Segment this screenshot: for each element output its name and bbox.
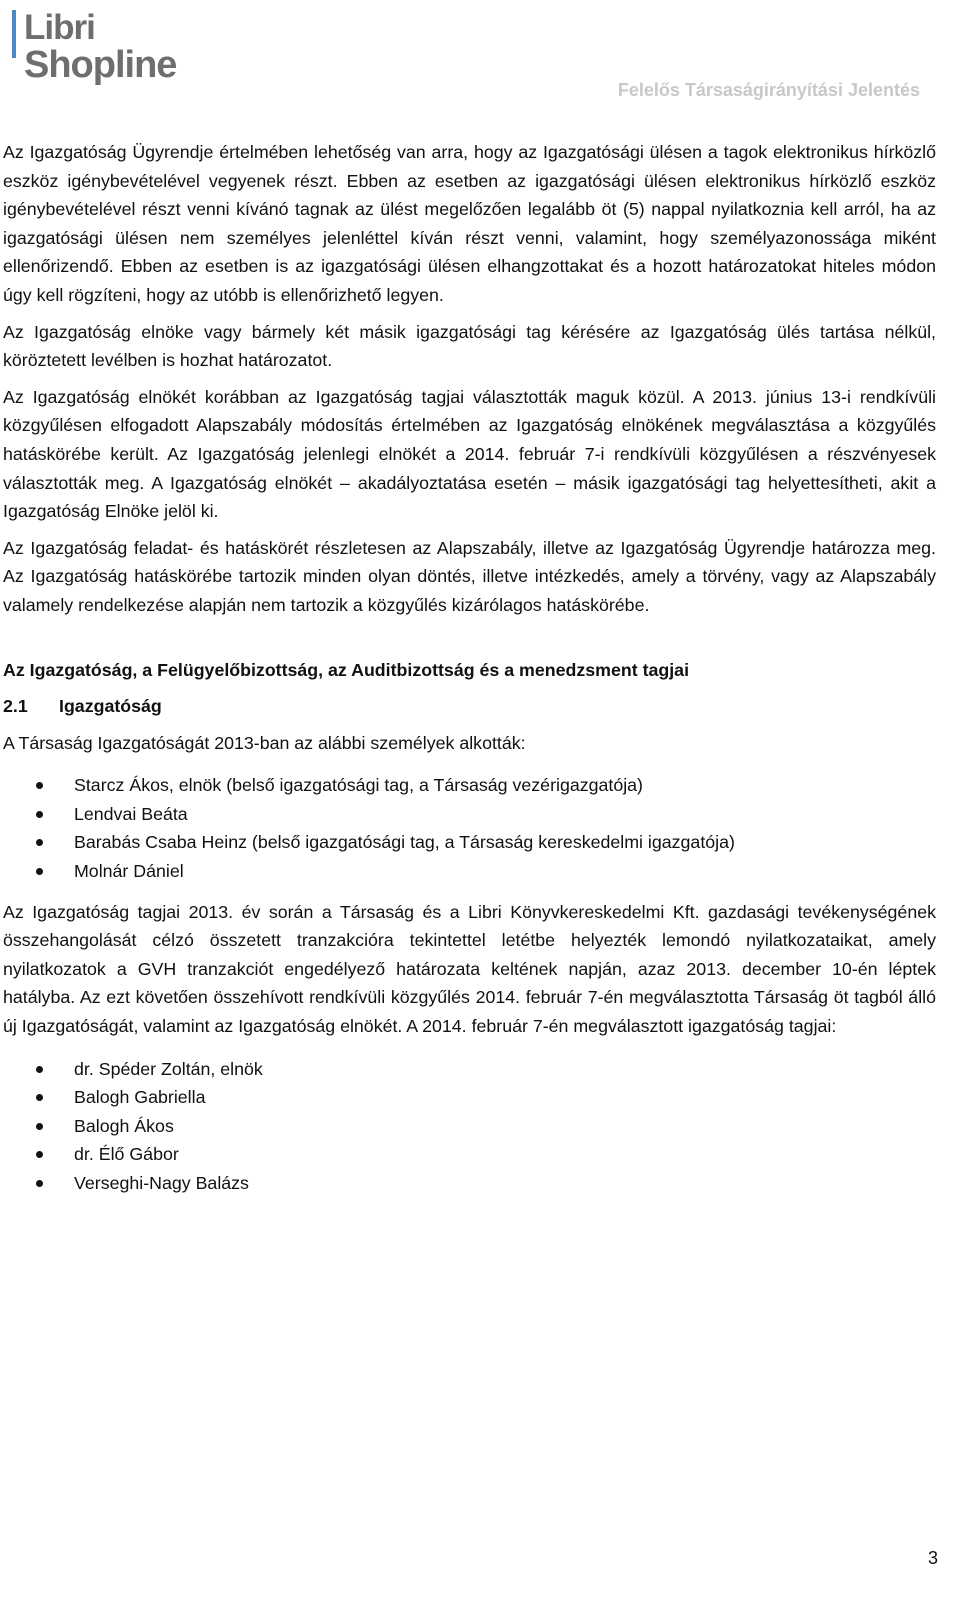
paragraph-board-competence: Az Igazgatóság feladat- és hatáskörét részletesen az Alapszabály, illetve az Igazgatóság Ügyrendje határozza meg. Az Igazgatóság hatáskörébe tartozik minden olyan döntés, illetve intézkedés, amely a törvény, vagy az Alapszabály valamely rendelkezése alapján nem tartozik a közgyűlés kizárólagos hatáskörébe. xyxy=(3,537,936,615)
section-heading: Az Igazgatóság, a Felügyelőbizottság, az Auditbizottság és a menedzsment tagjai xyxy=(3,659,690,680)
list-item: Balogh Gabriella xyxy=(3,1083,936,1112)
document-header-title: Felelős Társaságirányítási Jelentés xyxy=(617,80,920,100)
bullet-icon xyxy=(36,1151,43,1158)
bullet-icon xyxy=(36,1123,43,1130)
subsection-title: Igazgatóság xyxy=(59,696,162,717)
bullet-icon xyxy=(36,868,43,875)
paragraph-circular-resolution: Az Igazgatóság elnöke vagy bármely két másik igazgatósági tag kérésére az Igazgatóság ülés tartása nélkül, köröztetett levélben is hozhat határozatot. xyxy=(3,321,936,371)
logo-text-shopline: Shopline xyxy=(24,44,177,86)
page-number: 3 xyxy=(927,1548,938,1568)
logo-accent-bar xyxy=(12,10,16,58)
members-2014-list xyxy=(3,1055,936,1198)
subsection-number: 2.1 xyxy=(3,696,28,717)
members-2013-list xyxy=(3,771,936,885)
paragraph-members-2013-intro: A Társaság Igazgatóságát 2013-ban az alábbi személyek alkották: xyxy=(3,732,526,753)
bullet-icon xyxy=(36,782,43,789)
bullet-icon xyxy=(36,839,43,846)
subsection-heading xyxy=(3,692,936,721)
logo-text-libri: Libri xyxy=(24,8,95,47)
paragraph-electronic-participation: Az Igazgatóság Ügyrendje értelmében lehetőség van arra, hogy az Igazgatósági ülésen a tagok elektronikus hírközlő eszköz igénybevételével vegyenek részt. Ebben az esetben az igazgatósági ülésen elektronikus hírközlő eszköz igénybevételével részt venni kívánó tagnak az ülést megelőzően legalább öt (5) nappal nyilatkoznia kell arról, ha az igazgatósági ülésen nem személyes jelenléttel kíván részt venni, valamint, hogy személyazonossága miként ellenőrizendő. Ebben az esetben is az igazgatósági ülésen elhangzottakat és a hozott határozatokat hiteles módon úgy kell rögzíteni, hogy az utóbb is ellenőrizhető legyen. xyxy=(3,142,936,305)
list-item: Verseghi-Nagy Balázs xyxy=(3,1169,936,1198)
list-item: Starcz Ákos, elnök (belső igazgatósági tag, a Társaság vezérigazgatója) xyxy=(3,771,936,800)
bullet-icon xyxy=(36,811,43,818)
bullet-icon xyxy=(36,1180,43,1187)
bullet-icon xyxy=(36,1094,43,1101)
list-item: dr. Élő Gábor xyxy=(3,1140,936,1169)
list-item: dr. Spéder Zoltán, elnök xyxy=(3,1055,936,1084)
libri-shopline-logo xyxy=(10,6,180,86)
paragraph-chairman-election: Az Igazgatóság elnökét korábban az Igazgatóság tagjai választották maguk közül. A 2013. június 13-i rendkívüli közgyűlésen elfogadott Alapszabály módosítás értelmében az Igazgatóság elnökének megválasztása a közgyűlés hatáskörébe került. Az Igazgatóság jelenlegi elnökét a 2014. február 7-i rendkívüli közgyűlésen a részvényesek választották meg. A Igazgatóság elnökét – akadályoztatása esetén – másik igazgatósági tag helyettesítheti, akit a Igazgatóság Elnöke jelöl ki. xyxy=(3,386,936,522)
list-item: Barabás Csaba Heinz (belső igazgatósági tag, a Társaság kereskedelmi igazgatója) xyxy=(3,828,936,857)
bullet-icon xyxy=(36,1066,43,1073)
list-item: Molnár Dániel xyxy=(3,857,936,886)
list-item: Balogh Ákos xyxy=(3,1112,936,1141)
document-body xyxy=(3,138,936,1210)
list-item: Lendvai Beáta xyxy=(3,800,936,829)
paragraph-board-change-2014: Az Igazgatóság tagjai 2013. év során a Társaság és a Libri Könyvkereskedelmi Kft. gazdasági tevékenységének összehangolását célzó összetett tranzakcióra tekintettel letétbe helyezték lemondó nyilatkozataikat, amely nyilatkozatok a GVH tranzakciót engedélyező határozata keltének napján, azaz 2013. december 10-én léptek hatályba. Az ezt követően összehívott rendkívüli közgyűlés 2014. február 7-én megválasztotta Társaság öt tagból álló új Igazgatóságát, valamint az Igazgatóság elnökét. A 2014. február 7-én megválasztott igazgatóság tagjai: xyxy=(3,901,936,1037)
